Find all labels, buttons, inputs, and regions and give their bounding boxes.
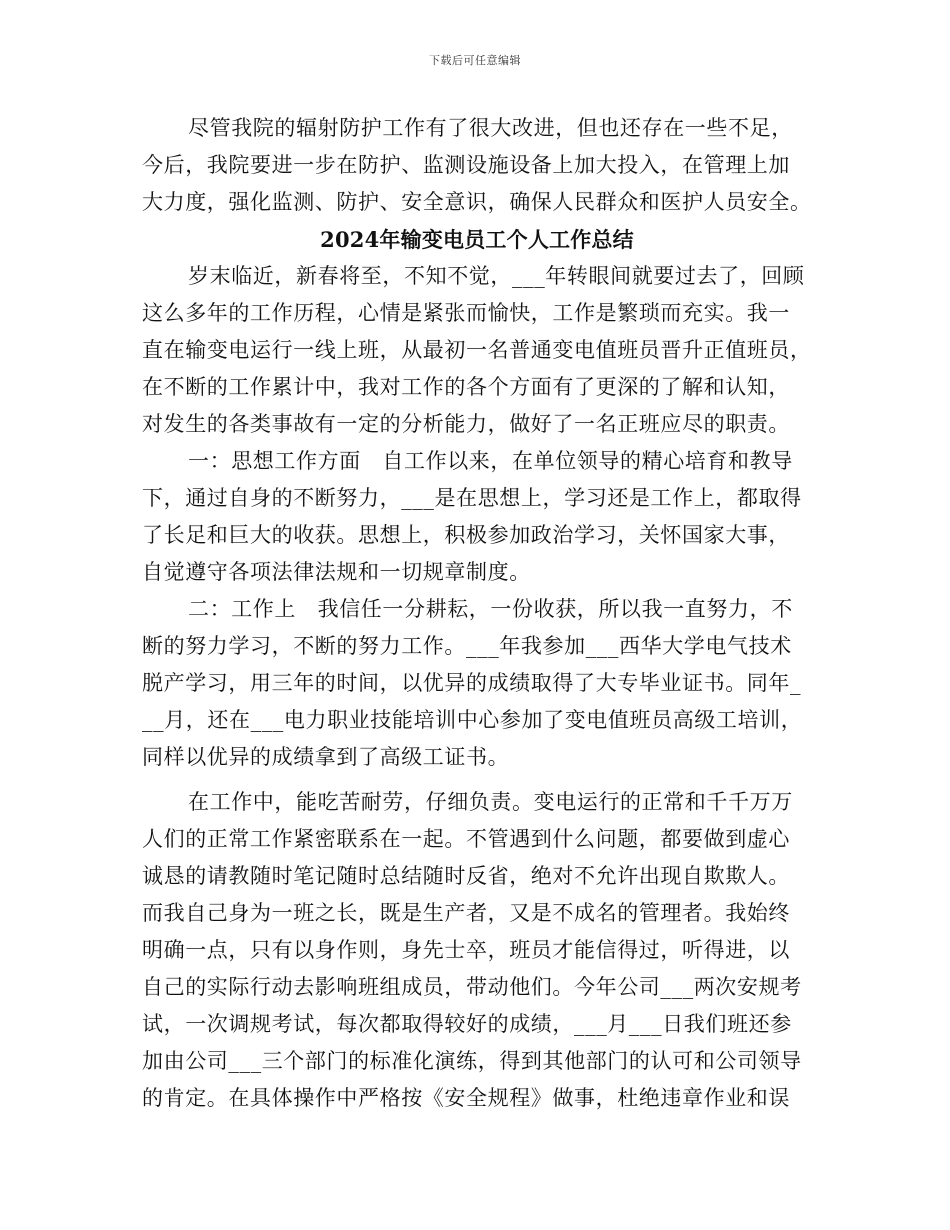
text-line: 直在输变电运行一线上班，从最初一名普通变电值班员晋升正值班员， [142,338,812,362]
paragraph-1 [142,258,812,443]
text-line: 今后，我院要进一步在防护、监测设施设备上加大投入，在管理上加 [142,153,790,177]
text-line: 自己的实际行动去影响班组成员，带动他们。今年公司___两次安规考 [142,975,802,999]
text-line: 在不断的工作累计中，我对工作的各个方面有了更深的了解和认知， [142,375,790,399]
text-line: 尽管我院的辐射防护工作有了很大改进，但也还存在一些不足， [188,116,793,140]
text-line: 对发生的各类事故有一定的分析能力，做好了一名正班应尽的职责。 [142,412,790,436]
text-line: 人们的正常工作紧密联系在一起。不管遇到什么问题，都要做到虚心 [142,827,790,851]
paragraph-2 [142,443,812,591]
document-title: 2024年输变电员工个人工作总结 [320,227,634,252]
page-header: 下载后可任意编辑 [429,54,521,67]
text-line: 的肯定。在具体操作中严格按《安全规程》做事，杜绝违章作业和误 [142,1086,790,1110]
text-line: 脱产学习，用三年的时间，以优异的成绩取得了大专毕业证书。同年_ [142,671,802,695]
text-line: 断的努力学习，不断的努力工作。___年我参加___西华大学电气技术 [142,634,792,658]
text-line: 岁末临近，新春将至，不知不觉，___年转眼间就要过去了，回顾 [188,264,805,288]
text-line: 二：工作上 我信任一分耕耘，一份收获，所以我一直努力，不 [188,597,793,621]
text-line: 在工作中，能吃苦耐劳，仔细负责。变电运行的正常和千千万万 [188,790,793,814]
document-body [142,110,812,1117]
text-line: __月，还在___电力职业技能培训中心参加了变电值班员高级工培训， [142,708,803,732]
text-line: 诚恳的请教随时笔记随时总结随时反省，绝对不允许出现自欺欺人。 [142,864,790,888]
paragraph-4 [142,784,812,1117]
text-line: 这么多年的工作历程，心情是紧张而愉快，工作是繁琐而充实。我一 [142,301,790,325]
text-line: 了长足和巨大的收获。思想上，积极参加政治学习，关怀国家大事， [142,523,790,547]
text-line: 试，一次调规考试，每次都取得较好的成绩，___月___日我们班还参 [142,1012,792,1036]
text-line: 一：思想工作方面 自工作以来，在单位领导的精心培育和教导 [188,449,793,473]
text-line: 明确一点，只有以身作则，身先士卒，班员才能信得过，听得进，以 [142,938,790,962]
text-line: 同样以优异的成绩拿到了高级工证书。 [142,745,510,769]
paragraph-3 [142,591,812,776]
text-line: 而我自己身为一班之长，既是生产者，又是不成名的管理者。我始终 [142,901,790,925]
text-line: 大力度，强化监测、防护、安全意识，确保人民群众和医护人员安全。 [142,190,812,214]
text-line: 加由公司___三个部门的标准化演练，得到其他部门的认可和公司领导 [142,1049,802,1073]
text-line: 下，通过自身的不断努力，___是在思想上，学习还是工作上，都取得 [142,486,802,510]
paragraph-intro [142,110,812,221]
text-line: 自觉遵守各项法律法规和一切规章制度。 [142,560,531,584]
paragraph-spacer [142,776,812,784]
